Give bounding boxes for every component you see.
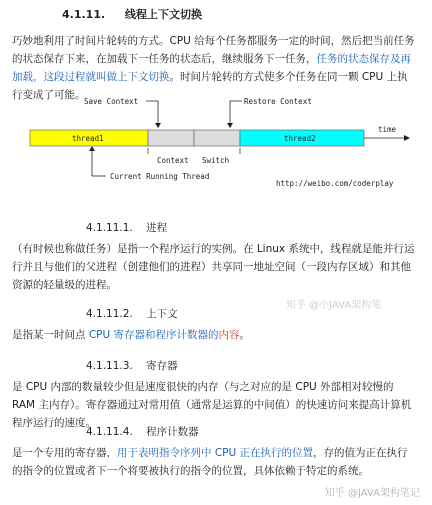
source-url: http://weibo.com/coderplay: [276, 179, 394, 188]
context-text-prefix: 是指某一时间点: [12, 329, 89, 341]
restore-context-arrowhead: [227, 123, 233, 128]
watermark: 知乎 @JAVA架构笔记: [324, 488, 420, 499]
section-heading: [62, 6, 202, 22]
register-paragraph: [12, 378, 418, 432]
switch-label: Switch: [202, 156, 230, 165]
intro-text-2: 。时间片轮转的方式使多个任务在同一颗 CPU 上执行变成了可能。: [12, 71, 408, 101]
sub-title: 寄存器: [146, 360, 178, 372]
save-segment: [148, 130, 194, 146]
time-arrowhead: [404, 135, 410, 141]
context-paragraph: [12, 326, 418, 344]
sub-heading-program-counter: [86, 424, 199, 439]
running-pointer-arrowhead: [89, 146, 95, 151]
sub-number: 4.1.11.2.: [86, 308, 133, 320]
process-text: （有时候也称做任务）是指一个程序运行的实例。在 Linux 系统中，线程就是能并行运行并且与他们的父进程（创建他们的进程）共享同一地址空间（一段内存区域）和其他资源的轻量级的进程。: [12, 243, 415, 291]
restore-context-arrow: [230, 101, 242, 126]
sub-number: 4.1.11.4.: [86, 426, 133, 438]
sub-heading-register: [86, 358, 178, 373]
process-paragraph: [12, 240, 418, 294]
watermark-mid: 知乎 @小JAVA架构笔: [286, 300, 382, 311]
sub-heading-process: [86, 220, 167, 235]
current-running-label: Current Running Thread: [110, 172, 210, 181]
intro-highlight: 任务的状态保存及再加载，这段过程就叫做上下文切换: [12, 53, 411, 83]
heading-title: 线程上下文切换: [125, 8, 202, 21]
sub-heading-context: [86, 306, 178, 321]
pc-highlight: 用于表明指令序列中 CPU 正在执行的位置: [117, 447, 314, 459]
intro-text-1: 巧妙地利用了时间片轮转的方式。CPU 给每个任务都服务一定的时间，然后把当前任务的状态保存下来，在加载下一任务的状态后，继续服务下一任务，: [12, 35, 415, 65]
time-label: time: [378, 125, 397, 134]
restore-context-label: Restore Context: [244, 97, 312, 106]
sub-title: 上下文: [146, 308, 178, 320]
context-highlight: CPU 寄存器和程序计数器的: [88, 329, 219, 341]
sub-number: 4.1.11.1.: [86, 222, 133, 234]
sub-title: 程序计数器: [146, 426, 199, 438]
save-context-arrowhead: [155, 123, 161, 128]
save-context-arrow: [146, 101, 158, 126]
save-context-label: Save Context: [84, 97, 139, 106]
thread2-label: thread2: [284, 134, 316, 143]
register-text: 是 CPU 内部的数量较少但是速度很快的内存（与之对应的是 CPU 外部相对较慢的 RAM 主内存）。寄存器通过对常用值（通常是运算的中间值）的快速访问来提高计算机程序运行的速度。: [12, 381, 412, 429]
context-red-text: 内容: [218, 329, 240, 341]
program-counter-paragraph: [12, 444, 418, 480]
pc-text-prefix: 是一个专用的寄存器，: [12, 447, 117, 459]
context-text-suffix: 。: [239, 329, 251, 341]
thread1-label: thread1: [72, 134, 104, 143]
pc-text-suffix: ，存的值为正在执行的指令的位置或者下一个将要被执行的指令的位置，具体依赖于特定的系统。: [12, 447, 408, 477]
restore-segment: [194, 130, 240, 146]
context-label: Context: [157, 156, 189, 165]
sub-title: 进程: [146, 222, 168, 234]
sub-number: 4.1.11.3.: [86, 360, 133, 372]
context-switch-diagram: [12, 92, 418, 196]
heading-number: 4.1.11.: [62, 8, 106, 21]
